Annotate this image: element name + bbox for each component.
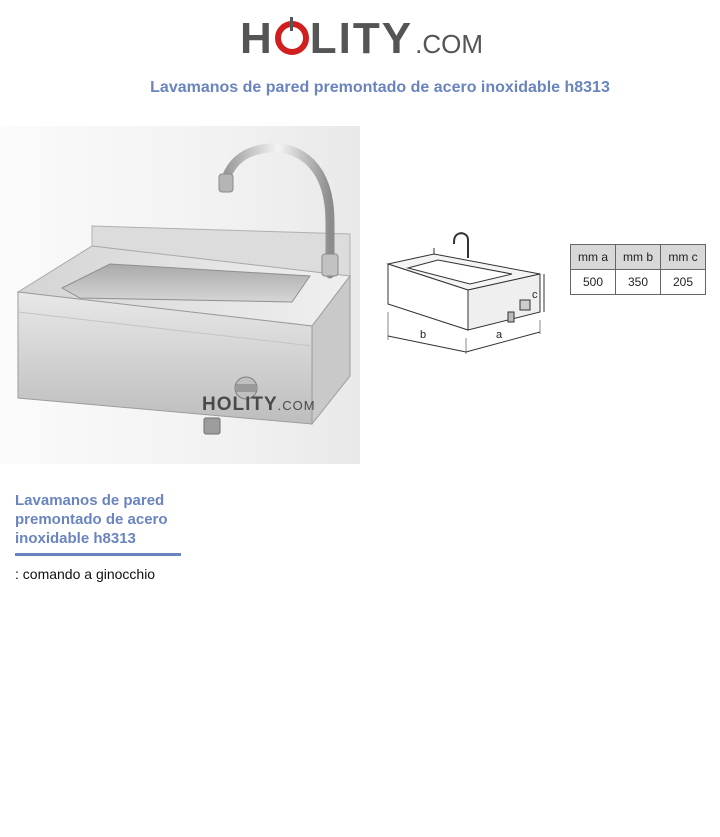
product-feature: : comando a ginocchio xyxy=(15,566,156,582)
table-header-cell: mm b xyxy=(616,245,661,270)
dimensions-table xyxy=(570,244,706,295)
photo-watermark: HOLITY.COM xyxy=(202,394,316,415)
dim-label-c: c xyxy=(532,289,538,301)
table-cell: 500 xyxy=(571,270,616,295)
page-title: Lavamanos de pared premontado de acero inoxidable h8313 xyxy=(150,79,610,96)
table-cell: 350 xyxy=(616,270,661,295)
table-header-cell: mm a xyxy=(571,245,616,270)
dim-label-b: b xyxy=(420,329,427,341)
logo-power-icon xyxy=(275,21,309,55)
title-underline xyxy=(15,553,181,556)
technical-drawing xyxy=(384,228,546,360)
table-header-row xyxy=(571,245,706,270)
product-photo xyxy=(0,126,360,464)
table-row xyxy=(571,270,706,295)
dim-label-a: a xyxy=(496,329,503,341)
logo-wordmark: H LITY xyxy=(240,14,414,63)
table-cell: 205 xyxy=(661,270,706,295)
table-header-cell: mm c xyxy=(661,245,706,270)
brand-logo[interactable] xyxy=(240,14,500,64)
product-title: Lavamanos de pared premontado de acero inoxidable h8313 xyxy=(15,492,168,547)
logo-suffix: .COM xyxy=(415,29,483,59)
